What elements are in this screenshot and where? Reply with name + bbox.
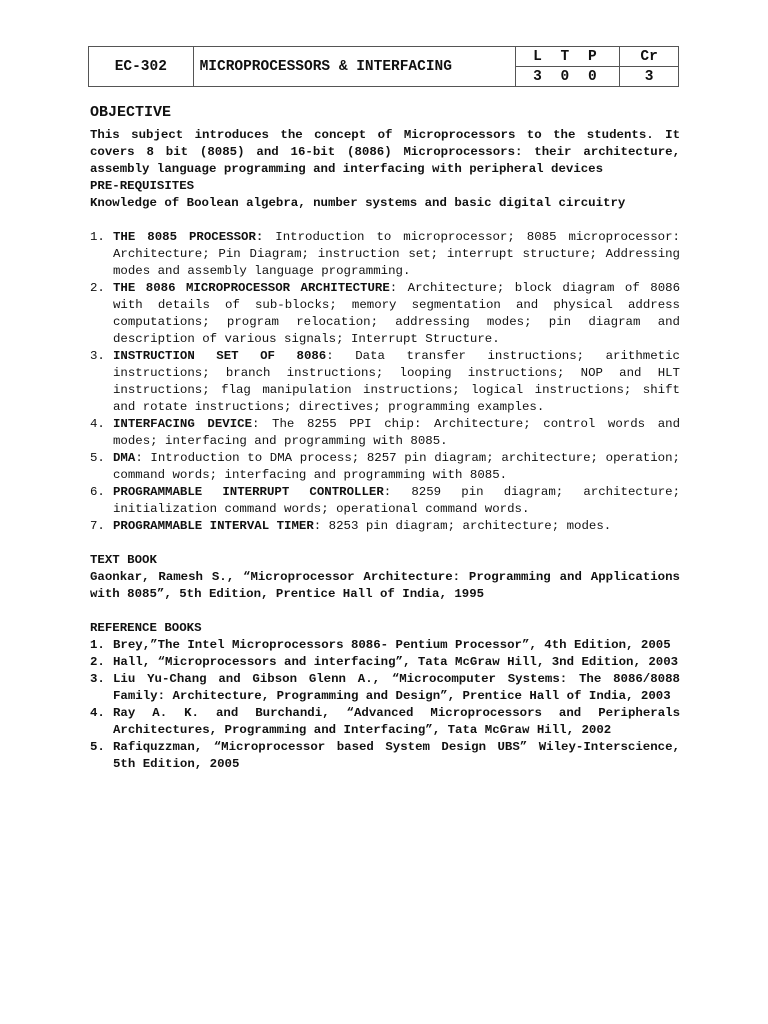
textbook-text: Gaonkar, Ramesh S., “Microprocessor Architecture: Programming and Applications with 8085”, 5th Edition, Prentice Hall of India, 1995	[90, 570, 680, 601]
references-heading: REFERENCE BOOKS	[90, 621, 202, 635]
credits-label: Cr	[620, 47, 679, 67]
prerequisites-text: Knowledge of Boolean algebra, number systems and basic digital circuitry	[90, 196, 626, 210]
unit-item: 3. INSTRUCTION SET OF 8086: Data transfer instructions; arithmetic instructions; branch instructions; looping instructions; NOP and HLT instructions; flag manipulation instructions; logical instructions; shift and rotate instructions; directives; programming examples.	[90, 349, 680, 414]
reference-item: 5. Rafiquzzman, “Microprocessor based System Design UBS” Wiley-Interscience, 5th Edition, 2005	[90, 740, 680, 771]
units-list	[90, 229, 680, 535]
textbook-heading: TEXT BOOK	[90, 553, 157, 567]
references-list	[90, 637, 680, 773]
course-header-table	[88, 46, 679, 87]
unit-item: 6. PROGRAMMABLE INTERRUPT CONTROLLER: 8259 pin diagram; architecture; initialization command words; operational command words.	[90, 485, 681, 516]
unit-item: 2. THE 8086 MICROPROCESSOR ARCHITECTURE: Architecture; block diagram of 8086 with details of sub-blocks; memory segmentation and physical address computations; program relocation; addressing modes; pin diagram and description of various signals; Interrupt Structure.	[90, 281, 680, 346]
unit-item: 7. PROGRAMMABLE INTERVAL TIMER: 8253 pin diagram; architecture; modes.	[90, 519, 612, 533]
ltp-label: L T P	[515, 47, 620, 67]
course-title: MICROPROCESSORS & INTERFACING	[193, 47, 515, 87]
objective-heading: OBJECTIVE	[90, 104, 172, 121]
unit-item: 4. INTERFACING DEVICE: The 8255 PPI chip: Architecture; control words and modes; interfacing and programming with 8085.	[90, 417, 680, 448]
unit-item: 1. THE 8085 PROCESSOR: Introduction to microprocessor; 8085 microprocessor: Architecture; Pin Diagram; instruction set; interrupt structure; Addressing modes and assembly language programming.	[90, 230, 680, 278]
reference-item: 1. Brey,”The Intel Microprocessors 8086- Pentium Processor”, 4th Edition, 2005	[90, 638, 671, 652]
ltp-value: 3 0 0	[515, 67, 620, 87]
reference-item: 4. Ray A. K. and Burchandi, “Advanced Microprocessors and Peripherals Architectures, Programming and Interfacing”, Tata McGraw Hill, 2002	[90, 706, 680, 737]
syllabus-page	[90, 46, 680, 773]
reference-item: 2. Hall, “Microprocessors and interfacing”, Tata McGraw Hill, 3nd Edition, 2003	[90, 655, 679, 669]
credits-value: 3	[620, 67, 679, 87]
unit-item: 5. DMA: Introduction to DMA process; 8257 pin diagram; architecture; operation; command words; interfacing and programming with 8085.	[90, 451, 680, 482]
reference-item: 3. Liu Yu-Chang and Gibson Glenn A., “Microcomputer Systems: The 8086/8088 Family: Architecture, Programming and Design”, Prentice Hall of India, 2003	[90, 672, 680, 703]
prerequisites-heading: PRE-REQUISITES	[90, 179, 195, 193]
objective-text: This subject introduces the concept of Microprocessors to the students. It covers 8 bit (8085) and 16-bit (8086) Microprocessors: their architecture, assembly language programming and interfacing with peripheral devices	[90, 128, 680, 176]
course-code: EC-302	[89, 47, 194, 87]
